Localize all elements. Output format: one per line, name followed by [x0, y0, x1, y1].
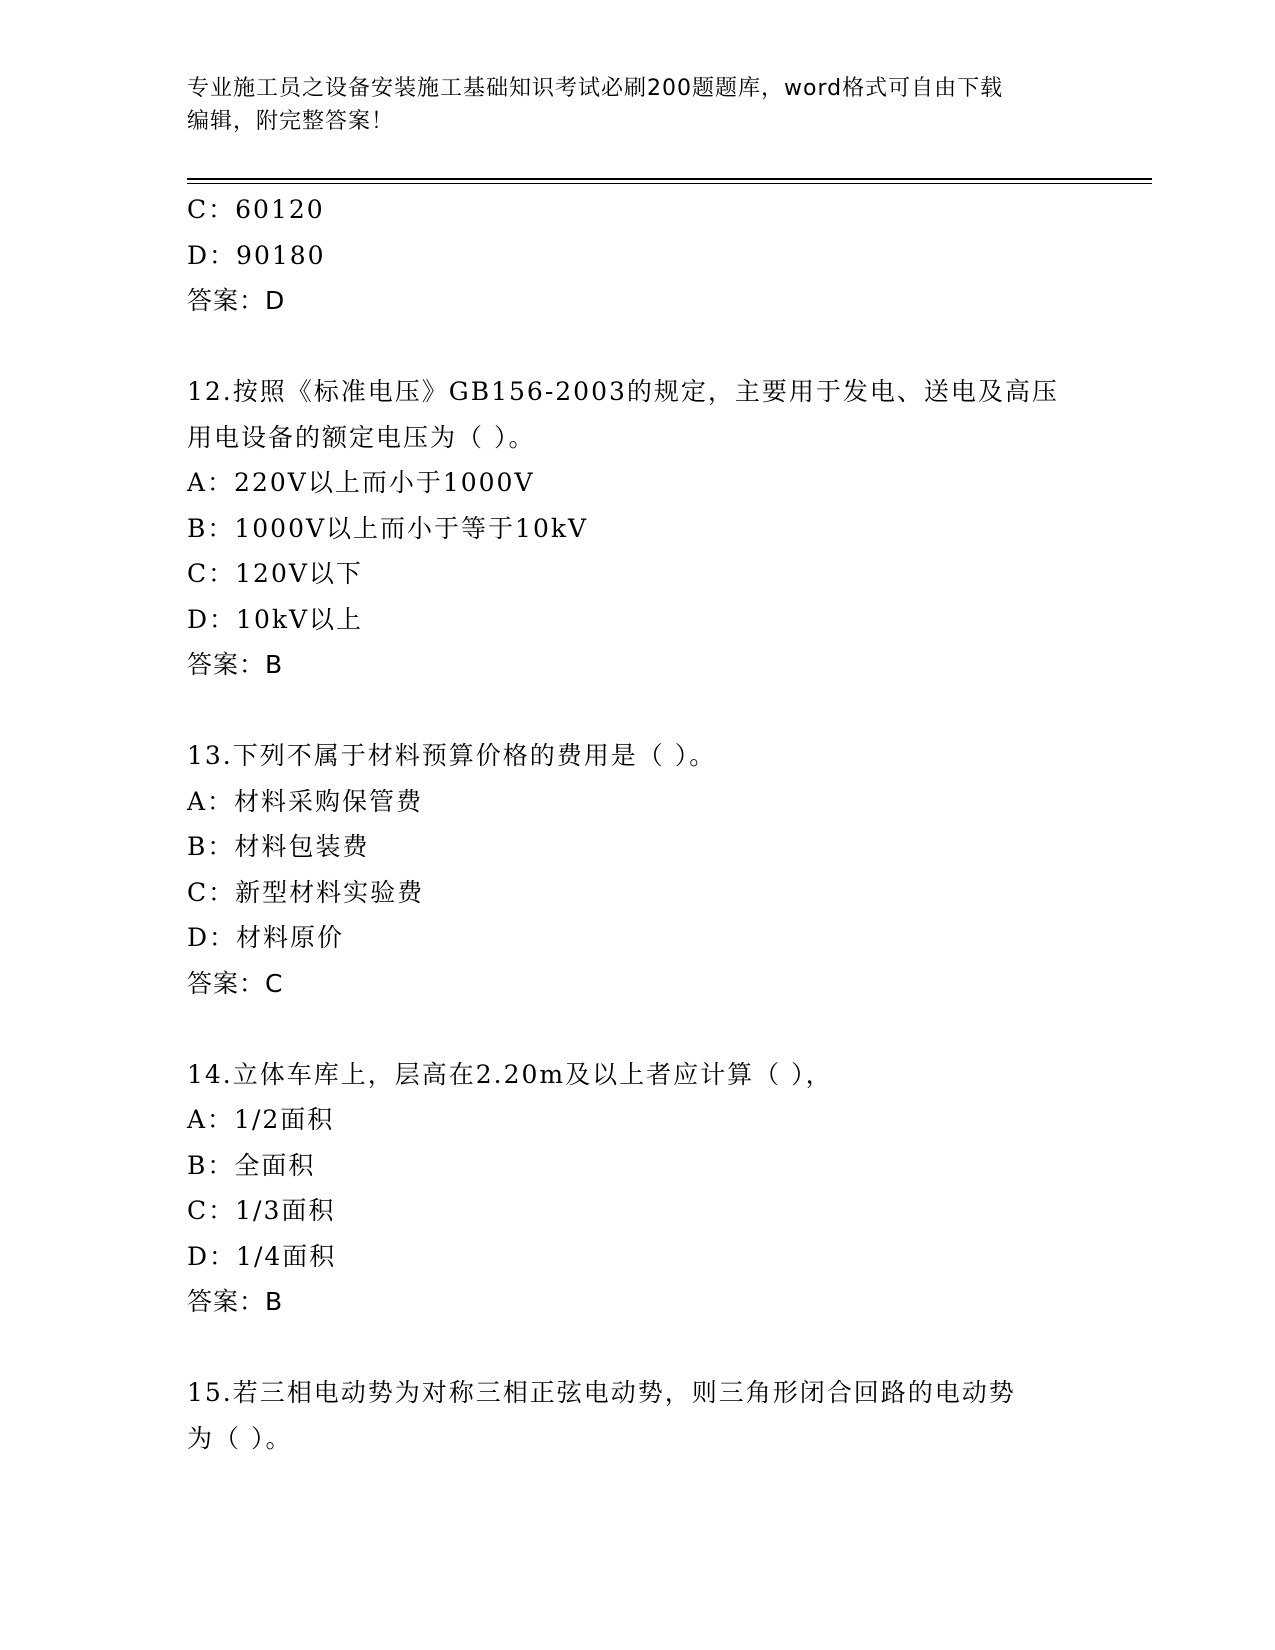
- option-b: B：材料包装费: [187, 832, 370, 861]
- option-a: A：1/2面积: [187, 1105, 335, 1134]
- option-c: C：1/3面积: [187, 1196, 336, 1225]
- document-header: [187, 72, 1087, 138]
- question-content: [187, 187, 1087, 1461]
- option-c: C：60120: [187, 195, 325, 224]
- question-12: [187, 369, 1087, 688]
- option-d: D：材料原价: [187, 923, 345, 952]
- question-stem: 15.若三相电动势为对称三相正弦电动势，则三角形闭合回路的电动势: [187, 1378, 1016, 1407]
- question-stem: 14.立体车库上，层高在2.20m及以上者应计算（ ），: [187, 1059, 833, 1089]
- question-stem-continued: 为（ ）。: [187, 1423, 293, 1453]
- header-line-1: 专业施工员之设备安装施工基础知识考试必刷200题题库，word格式可自由下载: [187, 76, 1004, 101]
- answer-label: 答案：C: [187, 968, 284, 998]
- question-stem: 12.按照《标准电压》GB156-2003的规定，主要用于发电、送电及高压: [187, 377, 1059, 406]
- header-divider-thin: [187, 183, 1152, 184]
- option-c: C：120V以下: [187, 559, 363, 588]
- question-14: [187, 1052, 1087, 1325]
- question-15: [187, 1370, 1087, 1461]
- option-d: D：1/4面积: [187, 1241, 337, 1271]
- question-11-partial: [187, 187, 1087, 324]
- question-13: [187, 733, 1087, 1006]
- answer-label: 答案：B: [187, 650, 284, 679]
- header-line-2: 编辑，附完整答案！: [187, 109, 395, 134]
- question-stem-continued: 用电设备的额定电压为（ ）。: [187, 422, 536, 452]
- answer-label: 答案：B: [187, 1287, 284, 1316]
- option-d: D：10kV以上: [187, 604, 364, 634]
- option-a: A：材料采购保管费: [187, 786, 424, 816]
- option-d: D：90180: [187, 240, 326, 270]
- option-c: C：新型材料实验费: [187, 877, 425, 907]
- option-b: B：全面积: [187, 1150, 316, 1180]
- question-stem: 13.下列不属于材料预算价格的费用是（ ）。: [187, 741, 717, 770]
- option-b: B：1000V以上而小于等于10kV: [187, 513, 589, 543]
- answer-label: 答案：D: [187, 286, 286, 315]
- header-divider-thick: [187, 178, 1152, 180]
- option-a: A：220V以上而小于1000V: [187, 468, 535, 497]
